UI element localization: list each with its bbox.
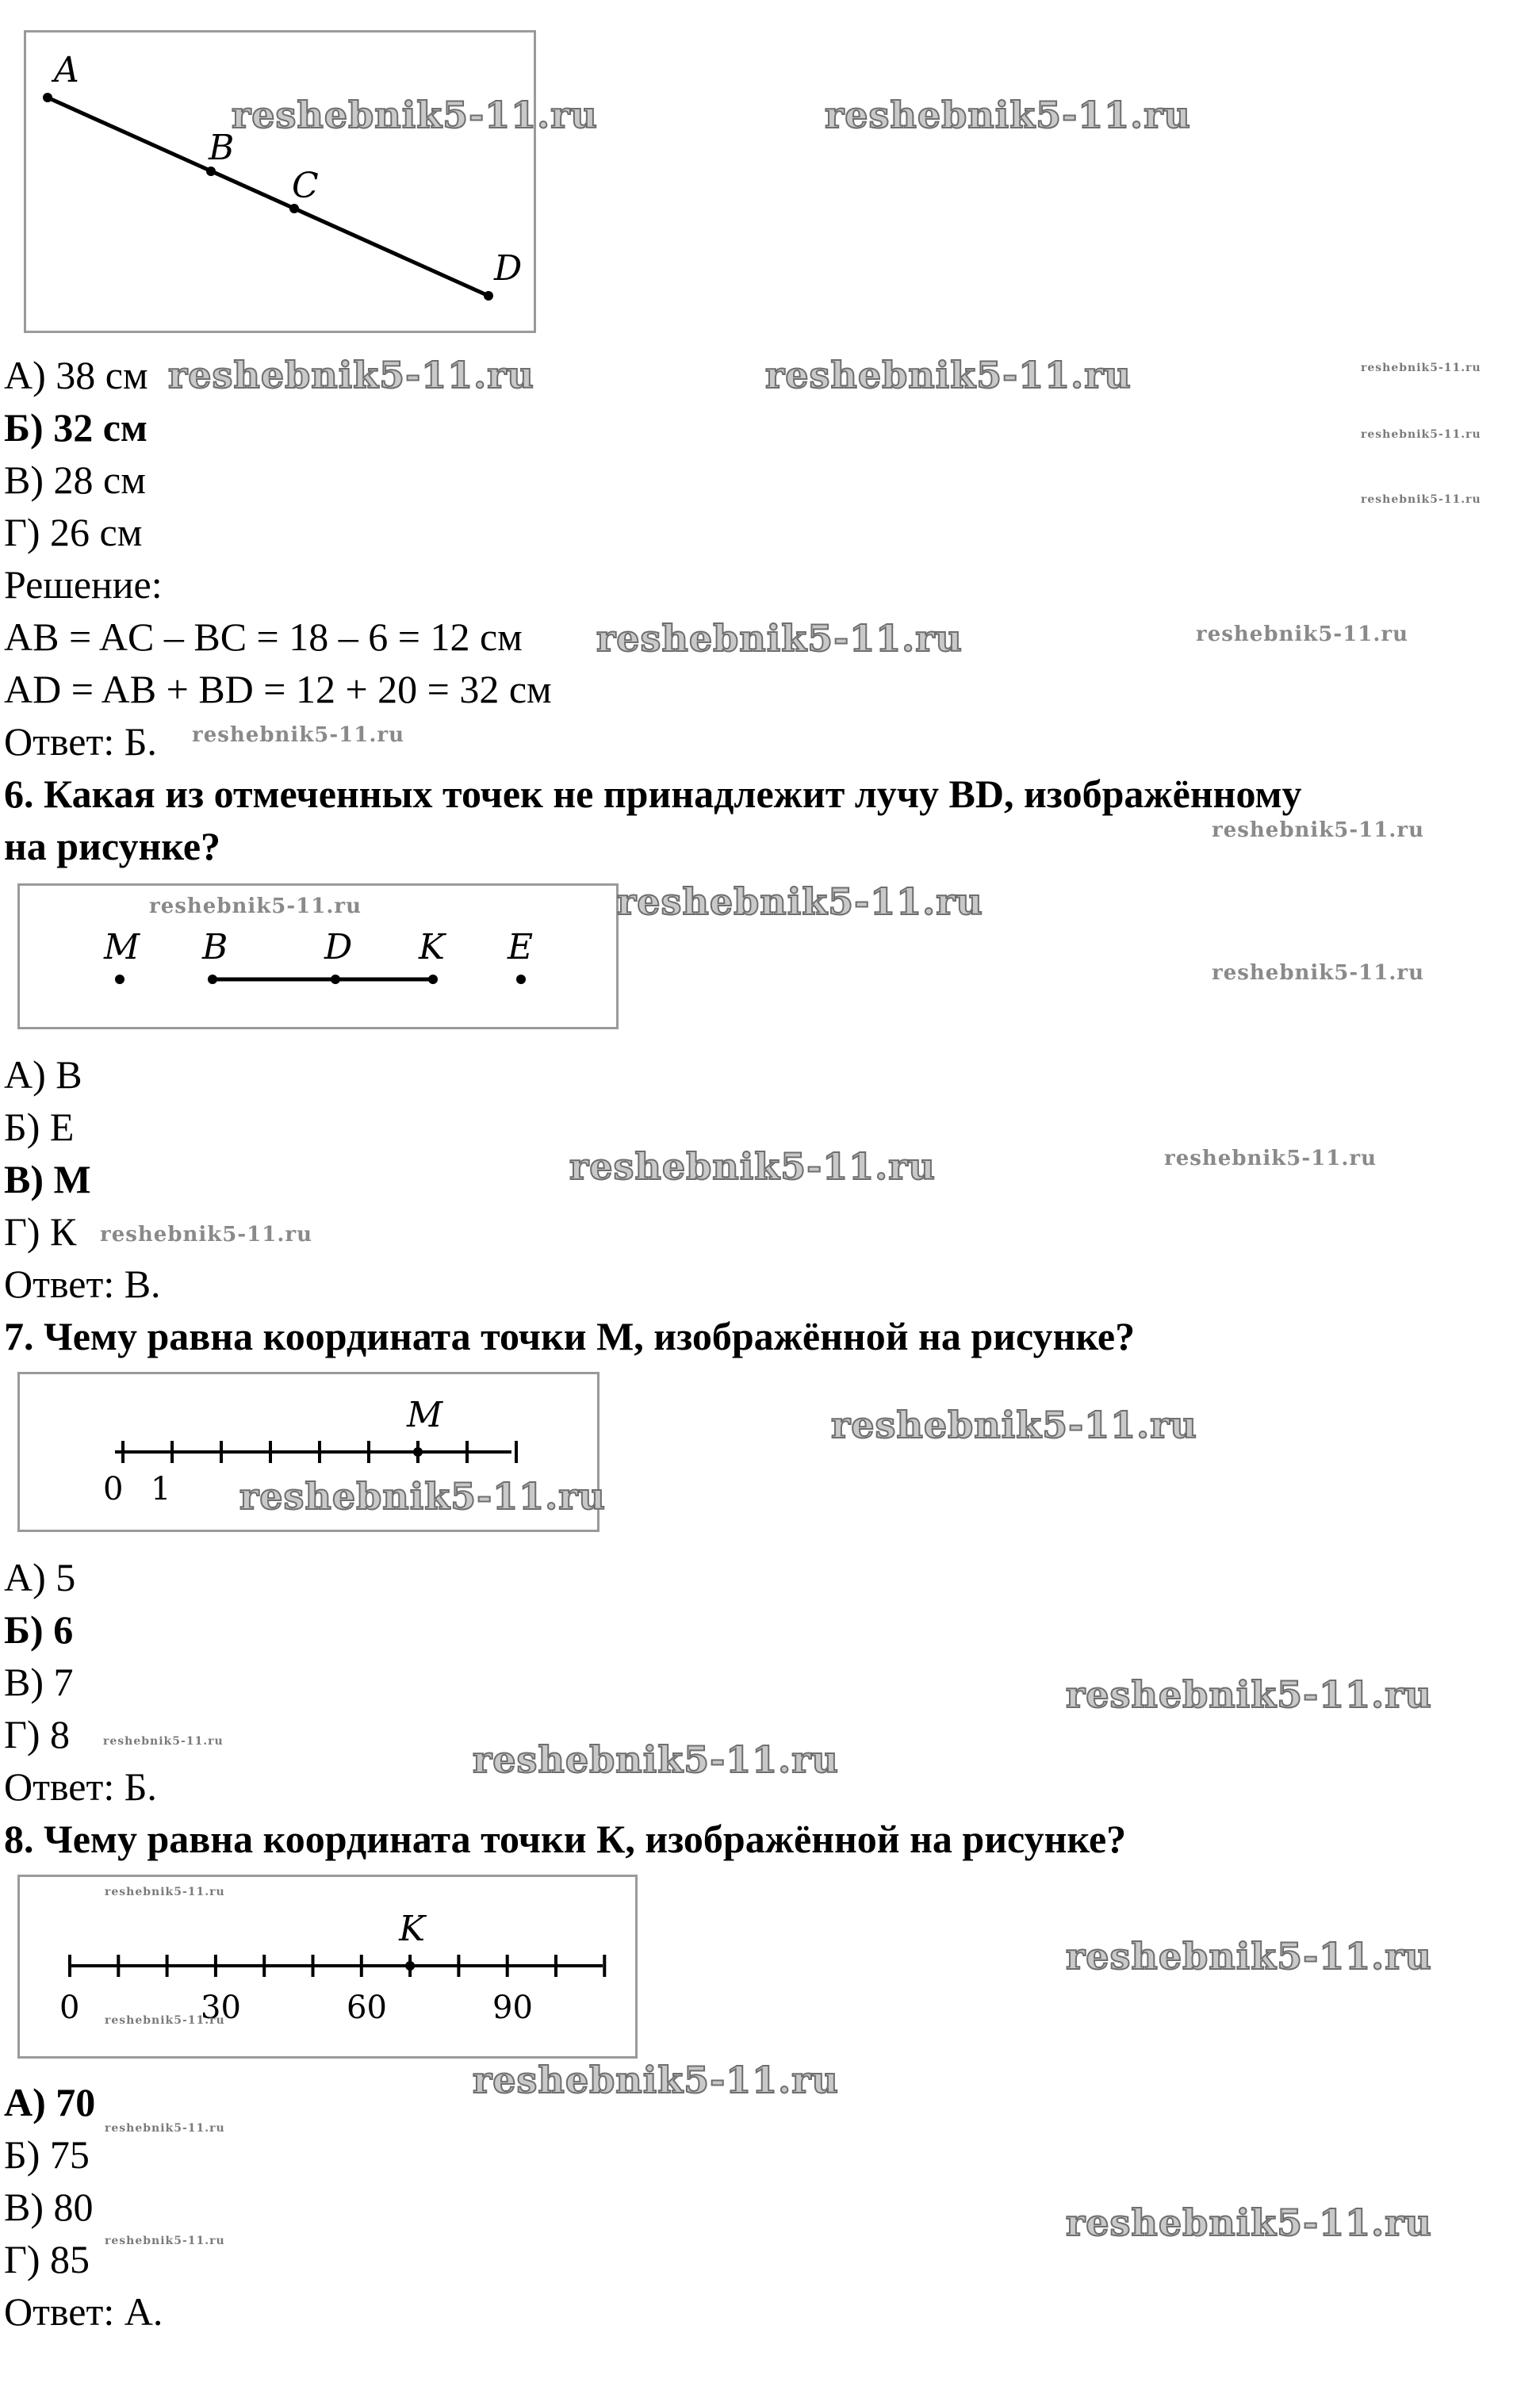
watermark: reshebnik5-11.ru: [596, 617, 963, 660]
label-k: K: [399, 1909, 425, 1949]
q8-option-d: Г) 85: [4, 2237, 90, 2281]
label-b: B: [209, 128, 235, 168]
q6-option-b: Б) E: [4, 1105, 75, 1149]
label-d: D: [494, 248, 523, 289]
watermark: reshebnik5-11.ru: [192, 723, 405, 747]
watermark: reshebnik5-11.ru: [103, 1735, 224, 1748]
point-e: [516, 975, 526, 984]
figure-number-line-k: [17, 1875, 638, 2059]
watermark: reshebnik5-11.ru: [1212, 961, 1425, 985]
watermark: reshebnik5-11.ru: [1164, 1147, 1377, 1170]
watermark: reshebnik5-11.ru: [1066, 1935, 1432, 1978]
watermark: reshebnik5-11.ru: [168, 354, 534, 396]
point-m: [115, 975, 125, 984]
q8-option-a-correct: А) 70: [4, 2080, 96, 2124]
tick-label-0: 0: [103, 1471, 124, 1507]
label-b: B: [202, 927, 228, 967]
q7-option-c: В) 7: [4, 1660, 74, 1704]
watermark: reshebnik5-11.ru: [1066, 2201, 1432, 2244]
q5-option-c: В) 28 см: [4, 458, 146, 502]
tick-label-1: 1: [151, 1471, 171, 1507]
point-a: [43, 93, 52, 102]
point-d: [331, 975, 340, 984]
watermark: reshebnik5-11.ru: [105, 2014, 225, 2027]
label-d: D: [324, 927, 353, 967]
watermark: reshebnik5-11.ru: [569, 1145, 936, 1188]
q7-question: 7. Чему равна координата точки M, изображённой на рисунке?: [4, 1314, 1136, 1358]
label-c: C: [292, 166, 319, 206]
q5-answer: Ответ: Б.: [4, 719, 157, 764]
watermark: reshebnik5-11.ru: [232, 94, 598, 136]
watermark: reshebnik5-11.ru: [105, 2122, 225, 2135]
watermark: reshebnik5-11.ru: [825, 94, 1191, 136]
number-line-k: [20, 1877, 635, 2056]
watermark: reshebnik5-11.ru: [617, 880, 983, 923]
point-k: [428, 975, 438, 984]
point-b: [208, 975, 217, 984]
q6-option-c-correct: В) M: [4, 1157, 91, 1201]
q8-option-c: В) 80: [4, 2185, 94, 2229]
point-d: [484, 291, 493, 301]
q7-option-a: А) 5: [4, 1555, 76, 1599]
q8-question: 8. Чему равна координата точки К, изображённой на рисунке?: [4, 1817, 1127, 1861]
watermark: reshebnik5-11.ru: [1212, 818, 1425, 842]
label-m: M: [104, 927, 140, 967]
label-a: A: [54, 50, 79, 90]
q6-option-d: Г) К: [4, 1209, 77, 1254]
watermark: reshebnik5-11.ru: [765, 354, 1132, 396]
watermark: reshebnik5-11.ru: [1066, 1673, 1432, 1716]
watermark: reshebnik5-11.ru: [1361, 428, 1481, 441]
watermark: reshebnik5-11.ru: [1361, 362, 1481, 374]
watermark: reshebnik5-11.ru: [473, 1738, 839, 1781]
watermark: reshebnik5-11.ru: [1361, 493, 1481, 506]
watermark: reshebnik5-11.ru: [473, 2059, 839, 2101]
point-k: [405, 1961, 415, 1971]
tick-label-0: 0: [59, 1990, 80, 2026]
label-e: E: [508, 927, 534, 967]
q8-answer: Ответ: А.: [4, 2289, 163, 2334]
q6-answer: Ответ: В.: [4, 1262, 161, 1306]
watermark: reshebnik5-11.ru: [100, 1223, 313, 1247]
watermark: reshebnik5-11.ru: [1196, 622, 1409, 646]
tick-label-60: 60: [347, 1990, 387, 2026]
q5-option-d: Г) 26 см: [4, 510, 143, 554]
q7-option-d: Г) 8: [4, 1712, 71, 1756]
label-m: M: [407, 1395, 443, 1435]
tick-label-90: 90: [492, 1990, 533, 2026]
watermark: reshebnik5-11.ru: [105, 1886, 225, 1898]
q5-option-a: А) 38 см: [4, 353, 148, 397]
watermark: reshebnik5-11.ru: [105, 2235, 225, 2247]
q8-option-b: Б) 75: [4, 2132, 90, 2177]
figure-segment-abcd: [24, 30, 536, 333]
q5-solution-line-2: AD = AB + BD = 12 + 20 = 32 см: [4, 667, 552, 711]
q7-option-b-correct: Б) 6: [4, 1607, 74, 1652]
q6-question-line-2: на рисунке?: [4, 824, 221, 868]
q6-option-a: А) B: [4, 1052, 82, 1097]
q5-option-b-correct: Б) 32 см: [4, 405, 147, 450]
q5-solution-label: Решение:: [4, 562, 163, 607]
q5-solution-line-1: AB = AC – BC = 18 – 6 = 12 см: [4, 615, 523, 659]
watermark: reshebnik5-11.ru: [239, 1475, 606, 1518]
q6-question-line-1: 6. Какая из отмеченных точек не принадлежит лучу BD, изображённому: [4, 772, 1302, 816]
q7-answer: Ответ: Б.: [4, 1764, 157, 1809]
tick-label-30: 30: [201, 1990, 241, 2026]
point-m: [413, 1447, 423, 1457]
watermark: reshebnik5-11.ru: [149, 894, 362, 918]
segment-diagram: [26, 33, 534, 331]
watermark: reshebnik5-11.ru: [831, 1404, 1197, 1446]
label-k: K: [419, 927, 445, 967]
